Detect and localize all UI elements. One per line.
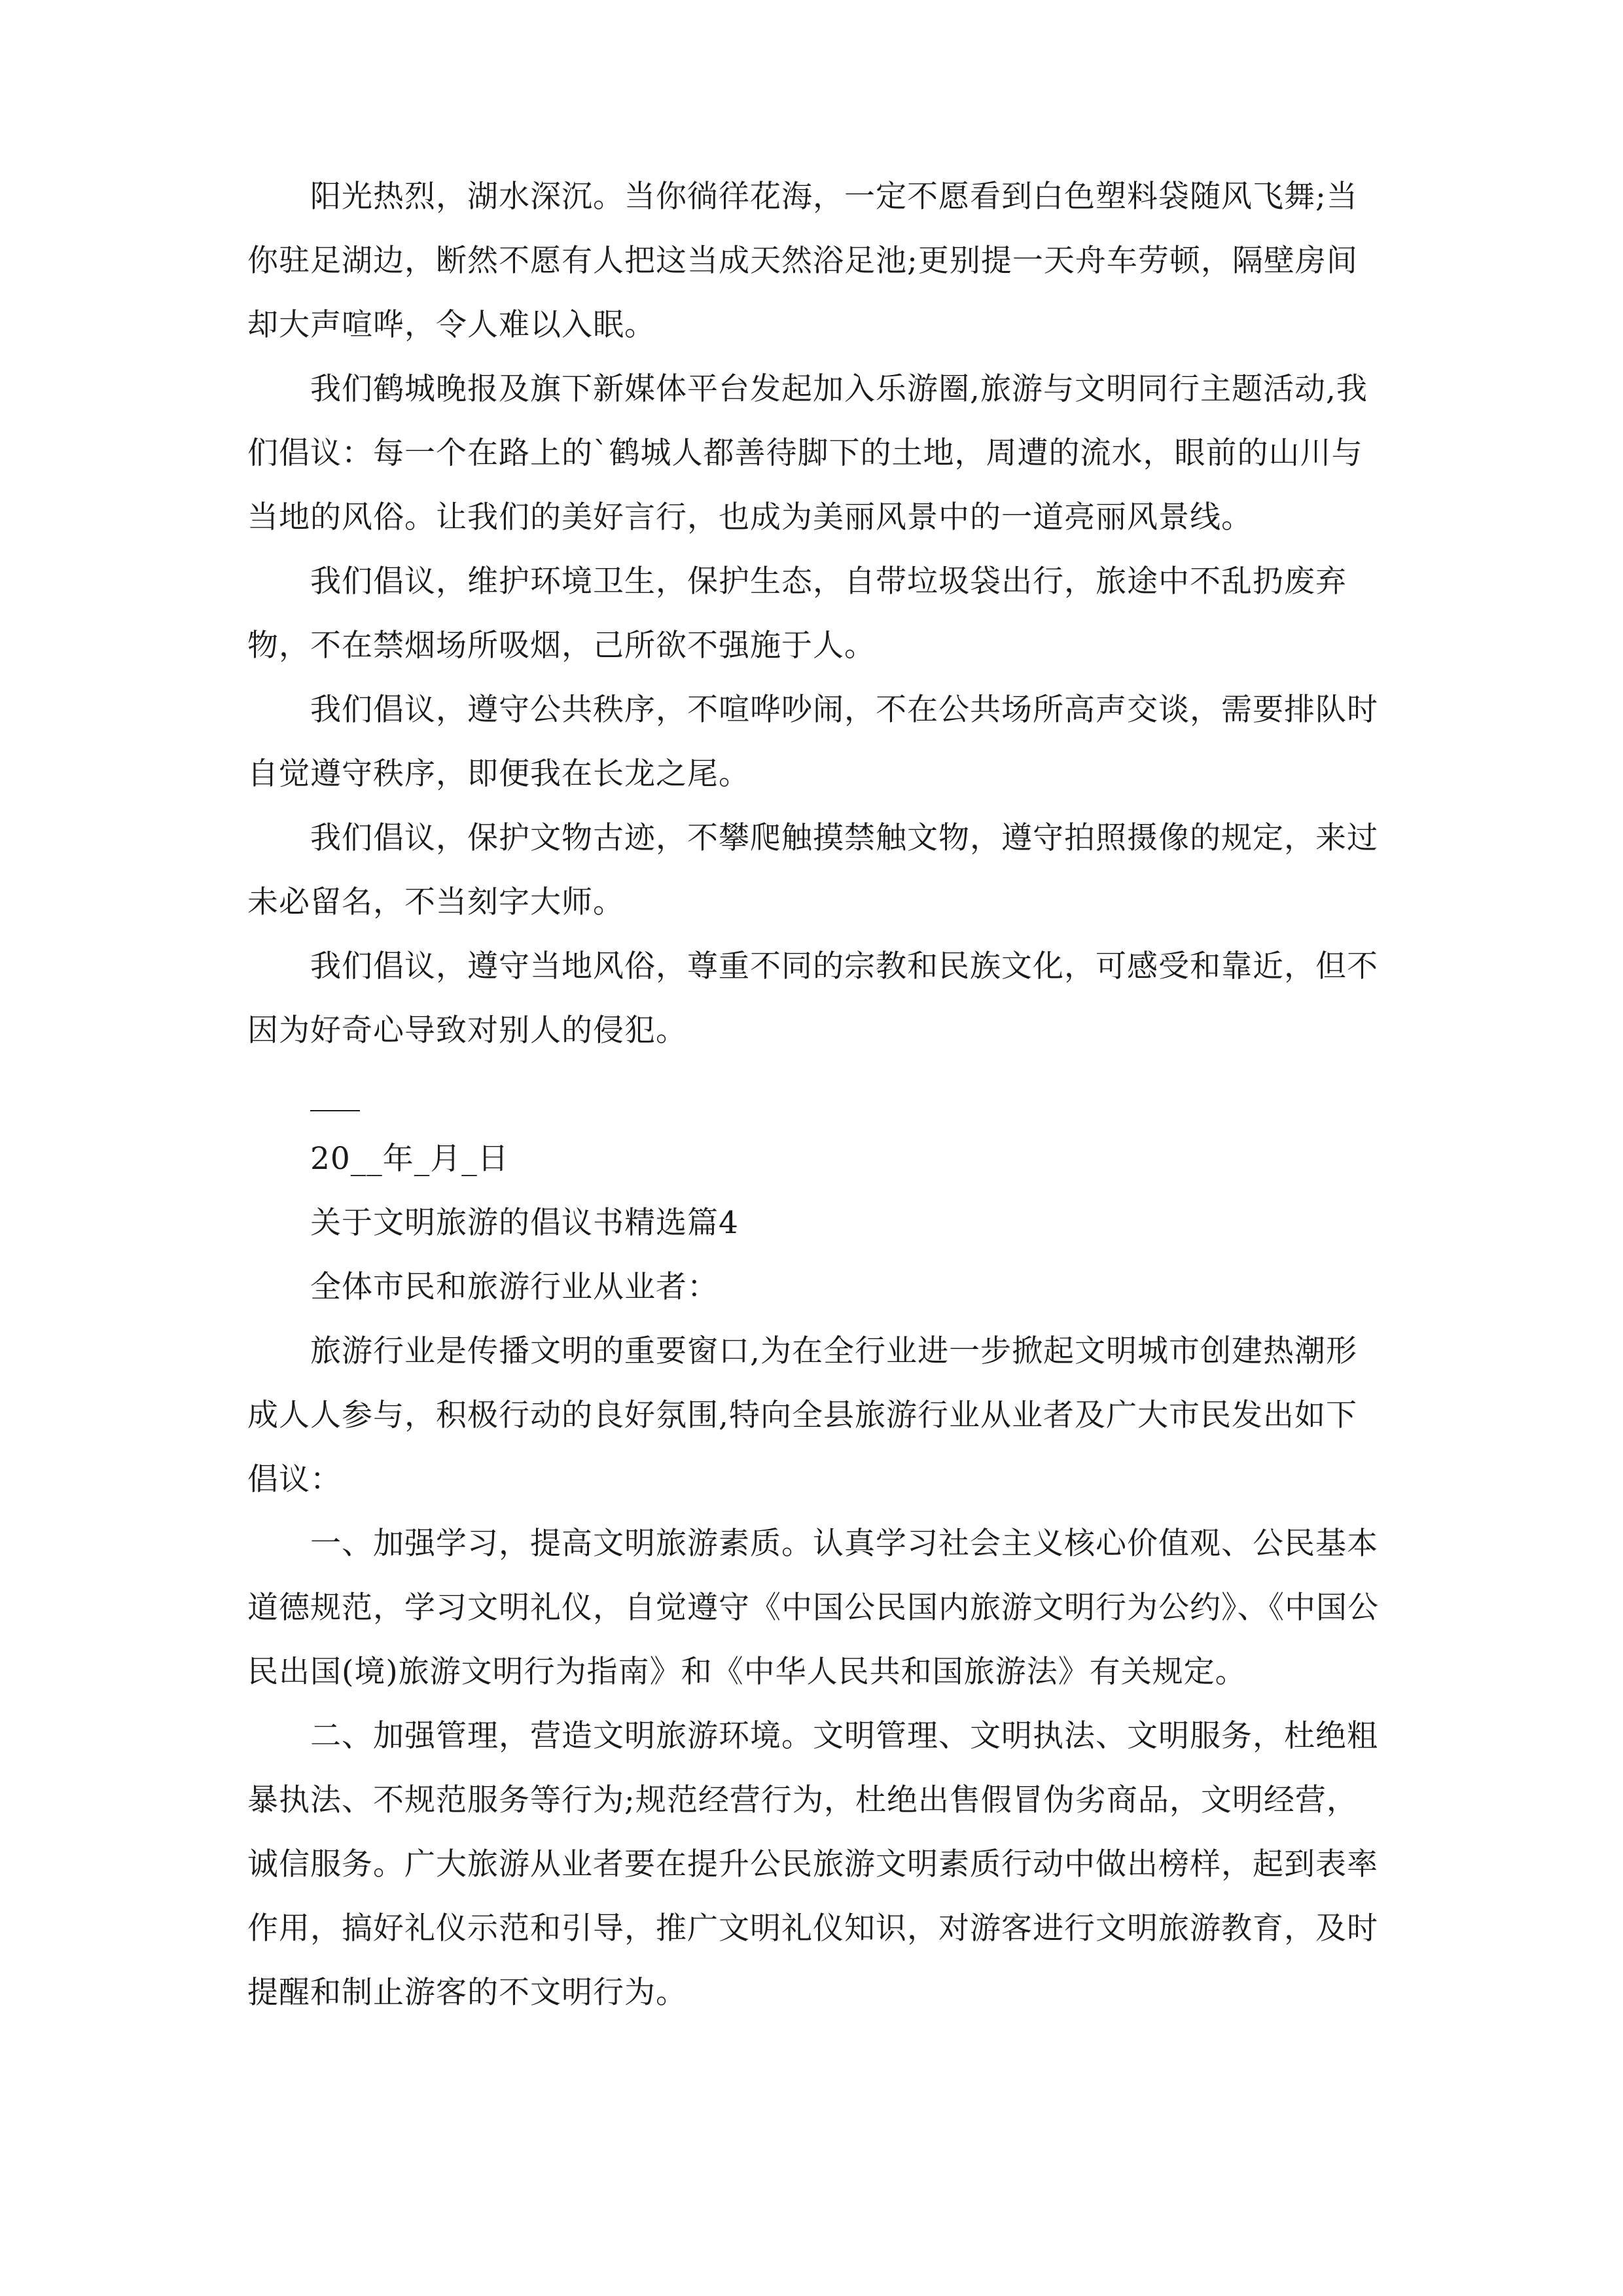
signature-underline	[310, 1110, 360, 1111]
paragraph-industry: 旅游行业是传播文明的重要窗口,为在全行业进一步掀起文明城市创建热潮形成人人参与，积极行动的良好氛围,特向全县旅游行业从业者及广大市民发出如下倡议：	[247, 1333, 1357, 1498]
salutation: 全体市民和旅游行业从业者：	[310, 1269, 719, 1305]
paragraph-customs: 我们倡议，遵守当地风俗，尊重不同的宗教和民族文化，可感受和靠近，但不因为好奇心导致对别人的侵犯。	[247, 948, 1378, 1049]
paragraph-heritage: 我们倡议，保护文物古迹，不攀爬触摸禁触文物，遵守拍照摄像的规定，来过未必留名，不当刻字大师。	[247, 820, 1378, 920]
section-title: 关于文明旅游的倡议书精选篇4	[310, 1205, 739, 1241]
paragraph-initiative: 我们鹤城晚报及旗下新媒体平台发起加入乐游圈,旅游与文明同行主题活动,我们倡议：每一个在路上的`鹤城人都善待脚下的土地，周遭的流水，眼前的山川与当地的风俗。让我们的美好言行，也成为美丽风景中的一道亮丽风景线。	[247, 371, 1368, 535]
paragraph-public-order: 我们倡议，遵守公共秩序，不喧哗吵闹，不在公共场所高声交谈，需要排队时自觉遵守秩序，即便我在长龙之尾。	[247, 692, 1378, 792]
date-line: 20__年_月_日	[310, 1141, 509, 1177]
paragraph-management: 二、加强管理，营造文明旅游环境。文明管理、文明执法、文明服务，杜绝粗暴执法、不规范服务等行为;规范经营行为，杜绝出售假冒伪劣商品，文明经营，诚信服务。广大旅游从业者要在提升公民旅游文明素质行动中做出榜样，起到表率作用，搞好礼仪示范和引导，推广文明礼仪知识，对游客进行文明旅游教育，及时提醒和制止游客的不文明行为。	[247, 1718, 1378, 2011]
document-body	[247, 165, 1380, 2025]
signature-blank-line	[247, 1063, 1380, 1127]
paragraph-intro: 阳光热烈，湖水深沉。当你徜徉花海，一定不愿看到白色塑料袋随风飞舞;当你驻足湖边，断然不愿有人把这当成天然浴足池;更别提一天舟车劳顿，隔壁房间却大声喧哗，令人难以入眠。	[247, 179, 1358, 343]
paragraph-environment: 我们倡议，维护环境卫生，保护生态，自带垃圾袋出行，旅途中不乱扔废弃物，不在禁烟场所吸烟，己所欲不强施于人。	[247, 564, 1347, 664]
paragraph-study: 一、加强学习，提高文明旅游素质。认真学习社会主义核心价值观、公民基本道德规范，学习文明礼仪，自觉遵守《中国公民国内旅游文明行为公约》、《中国公民出国(境)旅游文明行为指南》和《中华人民共和国旅游法》有关规定。	[247, 1526, 1379, 1690]
